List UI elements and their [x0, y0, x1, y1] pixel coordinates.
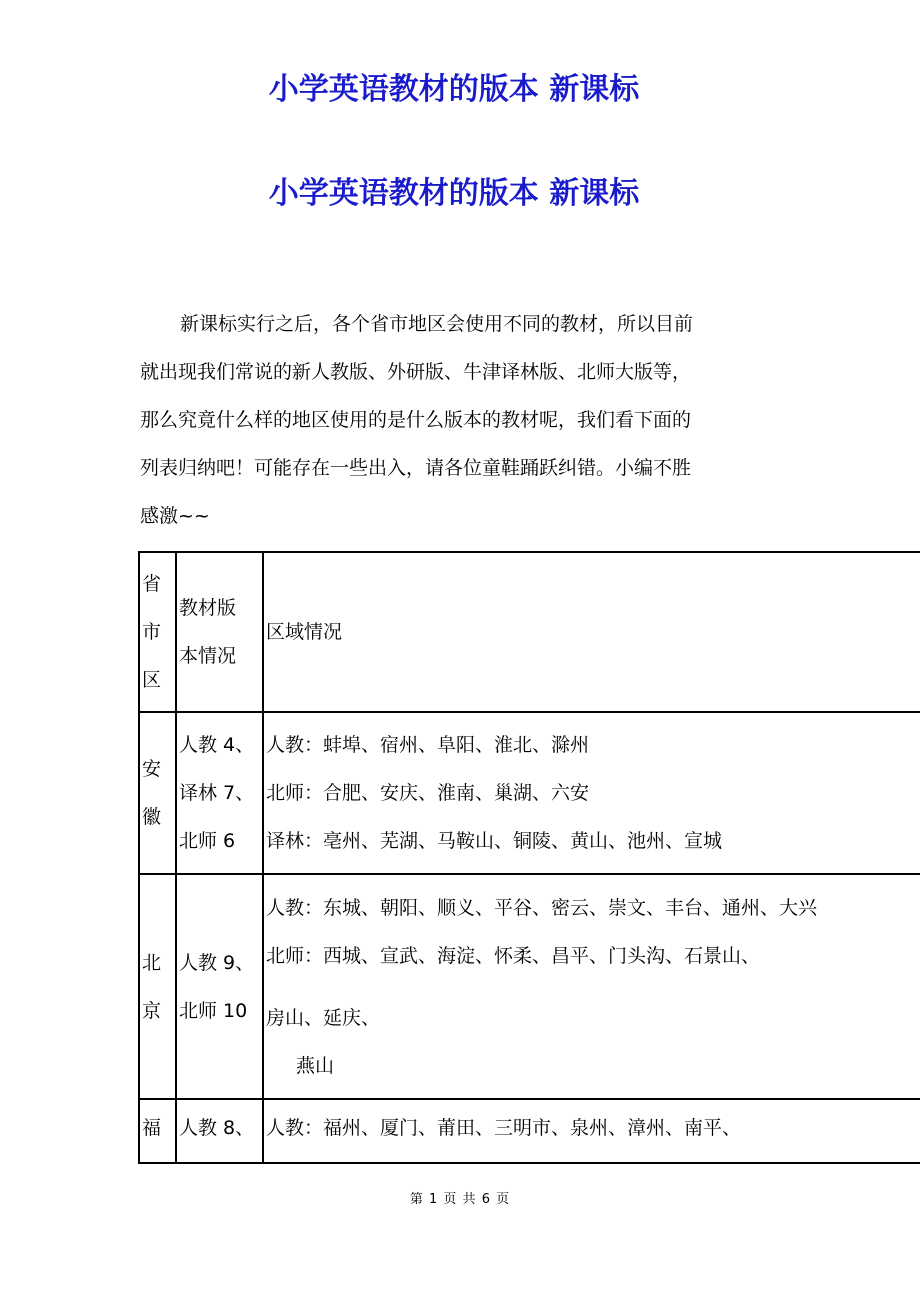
header-version-cell — [176, 552, 263, 712]
area-cell — [263, 712, 920, 874]
table-row — [139, 1099, 920, 1163]
table-row — [139, 874, 920, 1099]
header-province-char: 市 — [142, 621, 162, 643]
header-province-char: 区 — [142, 669, 162, 691]
area-line: 房山、延庆、 — [266, 1006, 381, 1029]
area-line: 人教：东城、朝阳、顺义、平谷、密云、崇文、丰台、通州、大兴 — [266, 896, 818, 919]
header-area-cell: 区域情况 — [263, 552, 920, 712]
area-line: 北师：西城、宣武、海淀、怀柔、昌平、门头沟、石景山、 — [266, 944, 761, 967]
version-line: 人教 9、 — [179, 951, 255, 974]
version-line: 译林 7、 — [179, 782, 255, 804]
page-footer: 第 1 页 共 6 页 — [409, 1192, 511, 1207]
area-line: 人教：蚌埠、宿州、阜阳、淮北、滁州 — [266, 734, 590, 756]
document-subtitle: 小学英语教材的版本 新课标 — [268, 176, 640, 211]
region-cell — [139, 874, 176, 1099]
version-line: 北师 10 — [179, 999, 248, 1022]
region-char: 福 — [142, 1117, 162, 1139]
version-cell — [176, 1099, 263, 1163]
area-line: 译林：亳州、芜湖、马鞍山、铜陵、黄山、池州、宣城 — [266, 830, 723, 852]
header-version-line: 教材版 — [179, 597, 237, 619]
region-char: 京 — [142, 999, 162, 1022]
header-province-char: 省 — [142, 573, 162, 595]
region-char: 北 — [142, 951, 162, 974]
header-version-line: 本情况 — [179, 645, 237, 667]
intro-line: 感激~~ — [140, 505, 210, 527]
region-cell — [139, 1099, 176, 1163]
header-province-cell — [139, 552, 176, 712]
region-char: 安 — [142, 758, 162, 780]
version-line: 人教 4、 — [179, 734, 255, 756]
region-cell — [139, 712, 176, 874]
version-line: 北师 6 — [179, 830, 236, 852]
intro-line: 列表归纳吧！可能存在一些出入，请各位童鞋踊跃纠错。小编不胜 — [140, 457, 692, 479]
intro-paragraph — [140, 300, 780, 540]
intro-line: 就出现我们常说的新人教版、外研版、牛津译林版、北师大版等， — [140, 361, 692, 383]
area-cell — [263, 874, 920, 1099]
version-line: 人教 8、 — [179, 1117, 255, 1139]
region-char: 徽 — [142, 806, 162, 828]
version-cell — [176, 712, 263, 874]
version-cell — [176, 874, 263, 1099]
area-line: 人教：福州、厦门、莆田、三明市、泉州、漳州、南平、 — [266, 1117, 742, 1139]
table-header-row — [139, 552, 920, 712]
intro-line: 那么究竟什么样的地区使用的是什么版本的教材呢，我们看下面的 — [140, 409, 692, 431]
document-title: 小学英语教材的版本 新课标 — [268, 72, 640, 107]
textbook-version-table — [138, 551, 920, 1164]
area-line: 燕山 — [296, 1054, 335, 1077]
table-row — [139, 712, 920, 874]
area-cell — [263, 1099, 920, 1163]
intro-line: 新课标实行之后，各个省市地区会使用不同的教材，所以目前 — [180, 313, 694, 335]
area-line: 北师：合肥、安庆、淮南、巢湖、六安 — [266, 782, 590, 804]
